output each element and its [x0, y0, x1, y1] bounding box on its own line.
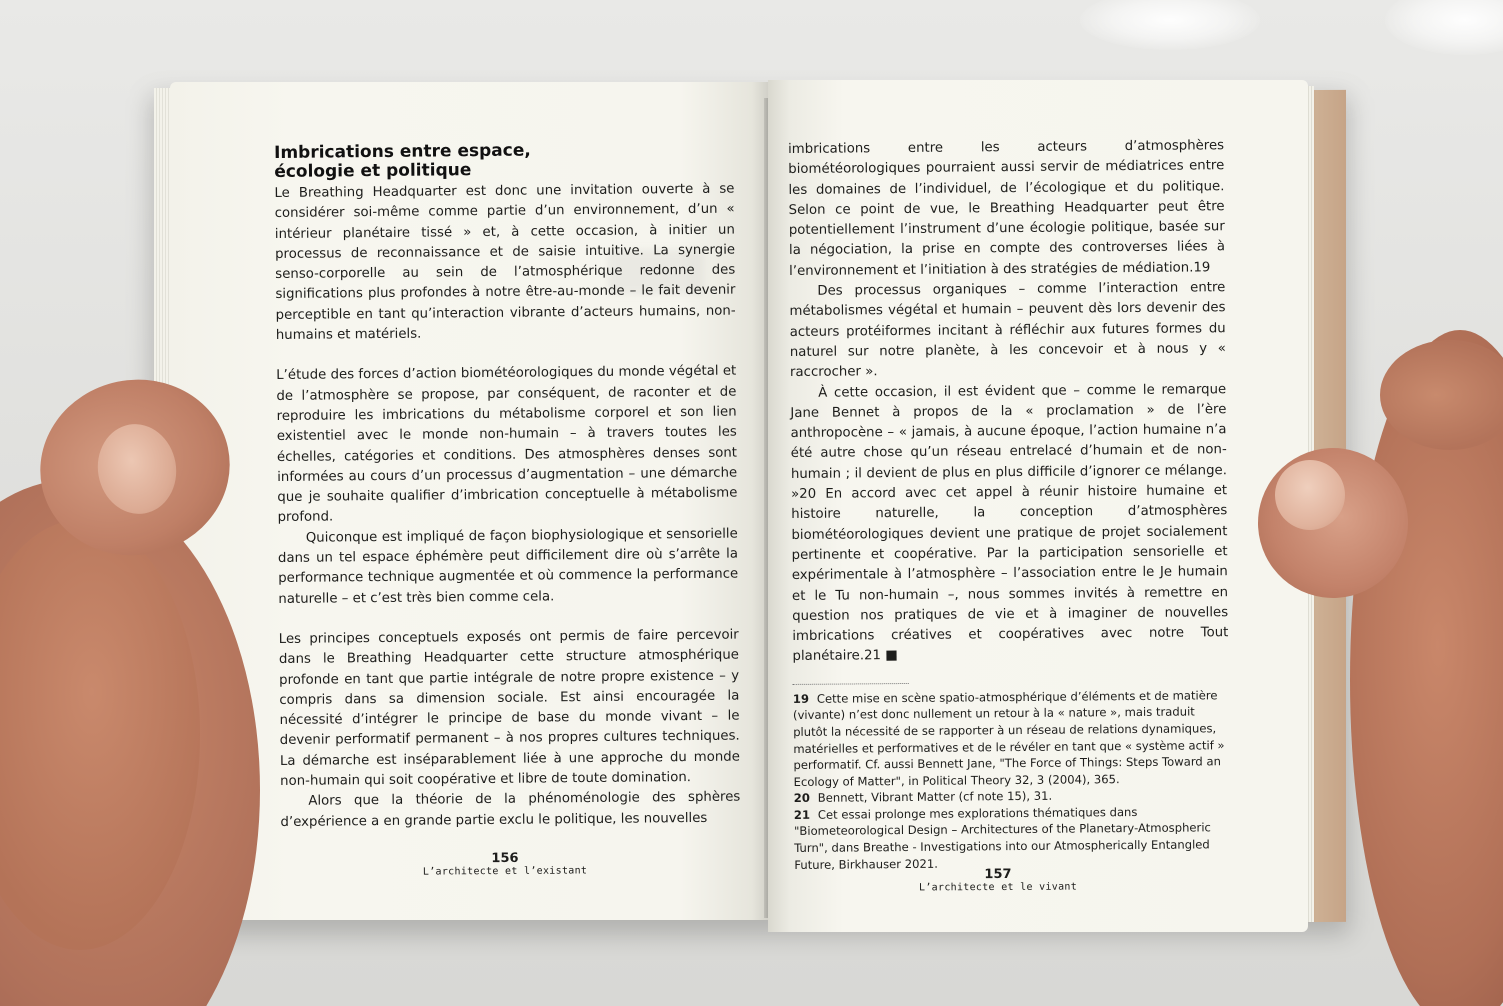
footnote-number: 21	[793, 807, 811, 822]
left-page-text	[274, 140, 741, 833]
page-number: 156	[491, 850, 519, 867]
right-folio	[898, 867, 1098, 894]
footnote-text: Bennett, Vibrant Matter (cf note 15), 31.	[817, 789, 1053, 806]
section-heading	[274, 140, 734, 182]
footnote	[794, 803, 1231, 873]
left-folio	[420, 851, 590, 878]
paragraph: Quiconque est impliqué de façon biophysiologique et sensorielle dans un tel espace éphémère peut difficilement dire où s’arrête la performance technique augmentée et où commence la performance naturelle – et c’est très bien comme cela.	[277, 526, 739, 607]
right-page	[768, 80, 1308, 932]
ceiling-light-glare	[1080, 0, 1260, 50]
paragraph: L’étude des forces d’action biométéorologiques du monde végétal et de l’atmosphère se propose, par conséquent, de raconter et de reproduire les imbrications du métabolisme corporel et son lien existentiel avec le monde non-humain – à travers toutes les échelles, catégories et conditions. Des atmosphères denses sont informées au cours d’un processus d’augmentation – une démarche que je souhaite qualifier d’imbrication conceptuelle à métabolisme profond.	[276, 363, 738, 526]
footnote-number: 19	[792, 691, 810, 706]
ceiling-light-glare	[1385, 0, 1503, 55]
footnotes	[793, 687, 1231, 873]
paragraph: Des processus organiques – comme l’interaction entre métabolismes végétal et humain – peuvent dès lors devenir des acteurs protéiformes incitant à réfléchir aux futures formes du naturel sur notre planète, à les concevoir et à nous y « raccrocher ».	[789, 280, 1226, 381]
paragraph: Le Breathing Headquarter est donc une invitation ouverte à se considérer soi-même comme partie d’un environnement, d’un « intérieur planétaire tissé » et, à cette occasion, à initier un processus de reconnaissance et de saisie intuitive. La synergie senso-corporelle au sein de l’atmosphérique redonne des significations plus profondes à notre être-au-monde – le fait devenir perceptible en tant qu’interaction vibrante d’acteurs humains, non-humains et matériels.	[274, 181, 736, 344]
footnote-text: Cette mise en scène spatio-atmosphérique d’éléments et de matière (vivante) n’est donc nullement un retour à la « nature », mais traduit plutôt la nécessité de se rapporter à un réseau de relations dynamiques, matérielles et performatives et de le révéler en tant que « système actif » performatif. Cf. aussi Bennett Jane, "The Force of Things: Steps Toward an Ecology of Matter", in Political Theory 32, 3 (2004), 365.	[792, 687, 1225, 789]
footnote	[793, 687, 1230, 790]
page-number: 157	[984, 866, 1012, 883]
paragraph: Les principes conceptuels exposés ont permis de faire percevoir dans le Breathing Headquarter cette structure atmosphérique profonde en tant que partie intégrale de notre propre existence – y compris dans sa dimension sociale. Est ainsi encouragée la nécessité d’intégrer le principe de base du monde vivant – le devenir performatif permanent – à nos propres cultures techniques. La démarche est inséparablement liée à une approche du monde non-humain qui soit coopérative et libre de toute domination.	[278, 627, 740, 789]
paragraph: imbrications entre les acteurs d’atmosphères biométéorologiques pourraient aussi servir de médiatrices entre les domaines de l’individuel, de l’écologique et du politique. Selon ce point de vue, le Breathing Headquarter peut être potentiellement l’instrument d’une écologie politique, basée sur la négociation, la prise en compte des controverses liées à l’environnement et l’initiation à des stratégies de médiation.19	[788, 138, 1226, 279]
heading-line-1: Imbrications entre espace,	[273, 140, 531, 163]
footnote-text: Cet essai prolonge mes explorations thématiques dans "Biometeorological Design – Architectures of the Planetary-Atmospheric Turn", dans Breathe - Investigations into our Atmospherically Entangled Future, Birkhauser 2021.	[793, 804, 1211, 872]
running-title: L’architecte et l’existant	[422, 865, 588, 878]
left-page	[170, 82, 770, 920]
heading-line-2: écologie et politique	[274, 160, 472, 182]
running-title: L’architecte et le vivant	[918, 881, 1078, 894]
right-page-text	[788, 136, 1230, 873]
paragraph: À cette occasion, il est évident que – comme le remarque Jane Bennet à propos de la « proclamation » de l’ère anthropocène – « jamais, à aucune époque, l’action humaine n’a été autre chose qu’un réseau entrelacé d’humain et de non-humain ; il devient de plus en plus difficile d’ignorer ce mélange. »20 En accord avec cet appel à réunir histoire humaine et histoire naturelle, la conception d’atmosphères biométéorologiques devient une pratique de projet socialement pertinente et coopérative. Par la participation sensorielle et expérimentale à l’atmosphère – l’association entre le Je humain et le Tu non-humain –, nous sommes invités à remettre en question nos pratiques de vie et à imaginer de nouvelles imbrications créatives et coopératives avec notre Tout planétaire.21 ■	[790, 381, 1229, 665]
footnote-number: 20	[793, 791, 810, 806]
paragraph: Alors que la théorie de la phénoménologie des sphères d’expérience a en grande partie exclu le politique, les nouvelles	[280, 789, 741, 830]
